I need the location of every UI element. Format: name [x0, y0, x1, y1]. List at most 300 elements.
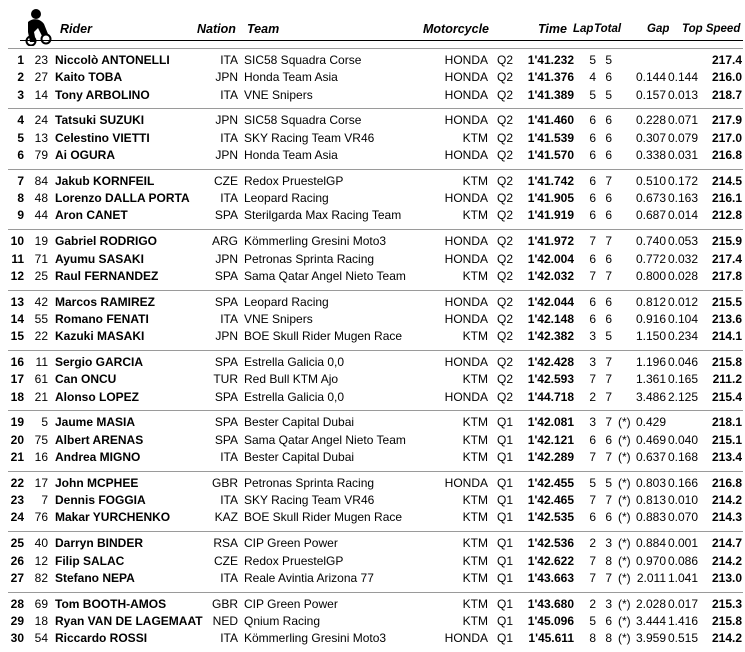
cell-gap2: 0.028: [667, 268, 698, 283]
cell-pos: 13: [10, 294, 24, 309]
cell-gap: 0.637: [635, 450, 666, 464]
cell-total: 5: [605, 87, 612, 102]
cell-name: Darryn BINDER: [55, 536, 144, 551]
cell-num: 71: [34, 251, 48, 266]
cell-nat: JPN: [215, 329, 238, 344]
cell-moto: HONDA: [444, 191, 488, 206]
cell-top: 215.8: [711, 613, 742, 628]
cell-q: Q1: [497, 553, 514, 568]
cell-gap: 0.510: [635, 173, 666, 188]
cell-lap: 7: [589, 372, 596, 387]
cell-name: Marcos RAMIREZ: [55, 294, 156, 309]
cell-moto: HONDA: [444, 355, 488, 369]
cell-gap: 1.196: [635, 355, 666, 369]
cell-team: Sama Qatar Angel Nieto Team: [244, 268, 406, 283]
cell-star: (*): [618, 613, 631, 628]
cell-name: Jakub KORNFEIL: [55, 173, 155, 188]
cell-team: Honda Team Asia: [244, 70, 338, 85]
cell-star: (*): [618, 475, 631, 490]
cell-nat: ITA: [220, 450, 238, 464]
cell-total: 7: [605, 450, 612, 464]
cell-moto: HONDA: [444, 87, 488, 102]
cell-pos: 3: [17, 87, 24, 102]
cell-q: Q2: [497, 173, 514, 188]
table-row: [0, 492, 745, 509]
cell-pos: 2: [17, 70, 24, 85]
cell-gap2: 0.053: [667, 234, 698, 249]
cell-pos: 17: [10, 372, 24, 387]
cell-lap: 6: [589, 191, 596, 206]
cell-q: Q2: [497, 251, 514, 266]
cell-q: Q2: [497, 87, 514, 102]
cell-name: Kaito TOBA: [55, 70, 123, 85]
cell-time: 1'41.389: [527, 87, 574, 102]
cell-q: Q2: [497, 208, 514, 223]
cell-time: 1'43.663: [527, 570, 574, 585]
cell-total: 6: [605, 208, 612, 223]
cell-time: 1'42.044: [527, 294, 574, 309]
cell-q: Q1: [497, 510, 514, 525]
cell-time: 1'41.570: [527, 148, 574, 162]
cell-gap2: 0.013: [667, 87, 698, 102]
cell-pos: 23: [10, 493, 24, 508]
cell-total: 3: [605, 536, 612, 551]
cell-num: 13: [34, 130, 48, 145]
cell-total: 6: [605, 148, 612, 162]
cell-gap2: 0.031: [667, 148, 698, 162]
cell-top: 212.8: [711, 208, 742, 223]
cell-time: 1'41.742: [527, 173, 574, 188]
cell-gap2: 0.046: [667, 355, 698, 369]
table-row: [0, 268, 745, 285]
cell-total: 7: [605, 372, 612, 387]
cell-gap: 0.970: [635, 553, 666, 568]
cell-star: (*): [618, 432, 631, 447]
cell-total: 5: [605, 53, 612, 67]
table-row: [0, 553, 745, 570]
cell-top: 215.1: [711, 432, 742, 447]
cell-team: Reale Avintia Arizona 77: [244, 570, 374, 585]
cell-total: 3: [605, 596, 612, 611]
cell-nat: JPN: [215, 251, 238, 266]
cell-num: 14: [34, 87, 48, 102]
cell-pos: 15: [10, 329, 24, 344]
cell-moto: KTM: [462, 553, 488, 568]
cell-pos: 20: [10, 432, 24, 447]
cell-moto: KTM: [462, 596, 488, 611]
cell-time: 1'42.593: [527, 372, 574, 387]
cell-pos: 4: [17, 113, 24, 128]
cell-total: 6: [605, 113, 612, 128]
cell-team: CIP Green Power: [244, 536, 338, 551]
cell-nat: SPA: [214, 389, 238, 404]
cell-nat: SPA: [214, 208, 238, 223]
cell-nat: ITA: [220, 130, 238, 145]
cell-top: 218.1: [711, 415, 742, 430]
cell-nat: ITA: [220, 87, 238, 102]
cell-name: Romano FENATI: [55, 311, 149, 326]
cell-time: 1'42.289: [527, 450, 574, 464]
cell-nat: TUR: [213, 372, 238, 387]
table-row: [0, 233, 745, 250]
cell-name: Andrea MIGNO: [55, 450, 141, 464]
cell-total: 7: [605, 389, 612, 404]
cell-q: Q2: [497, 389, 514, 404]
cell-gap2: 0.172: [667, 173, 698, 188]
cell-top: 214.3: [711, 510, 742, 525]
cell-q: Q2: [497, 234, 514, 249]
cell-lap: 7: [589, 234, 596, 249]
cell-moto: KTM: [462, 372, 488, 387]
cell-time: 1'42.148: [527, 311, 574, 326]
team-header: Team: [247, 22, 280, 36]
cell-total: 5: [605, 475, 612, 490]
table-row: [0, 475, 745, 492]
cell-lap: 5: [589, 613, 596, 628]
table-row: [0, 535, 745, 552]
cell-lap: 5: [589, 475, 596, 490]
cell-top: 215.9: [711, 234, 742, 249]
cell-pos: 29: [10, 613, 24, 628]
cell-num: 21: [34, 389, 48, 404]
cell-pos: 24: [10, 510, 24, 525]
table-row: [0, 371, 745, 388]
cell-pos: 12: [10, 268, 24, 283]
cell-time: 1'43.680: [527, 596, 574, 611]
cell-moto: HONDA: [444, 148, 488, 162]
cell-nat: JPN: [215, 70, 238, 85]
table-row: [0, 207, 745, 224]
cell-nat: CZE: [214, 553, 238, 568]
cell-nat: ITA: [220, 570, 238, 585]
cell-lap: 2: [589, 536, 596, 551]
cell-time: 1'41.460: [527, 113, 574, 128]
cell-top: 216.8: [711, 475, 742, 490]
cell-gap: 3.959: [635, 631, 666, 646]
cell-top: 217.4: [711, 53, 742, 67]
table-row: [0, 130, 745, 147]
cell-q: Q1: [497, 493, 514, 508]
cell-num: 5: [41, 415, 48, 430]
cell-moto: KTM: [462, 613, 488, 628]
cell-num: 19: [34, 234, 48, 249]
cell-team: BOE Skull Rider Mugen Race: [244, 329, 403, 344]
cell-gap2: 0.010: [667, 493, 698, 508]
cell-pos: 11: [11, 251, 24, 266]
cell-q: Q1: [497, 596, 514, 611]
cell-top: 217.0: [711, 130, 742, 145]
cell-lap: 7: [589, 570, 596, 585]
cell-moto: KTM: [462, 173, 488, 188]
cell-num: 42: [34, 294, 48, 309]
cell-gap2: 0.104: [667, 311, 698, 326]
cell-total: 6: [605, 432, 612, 447]
cell-num: 23: [34, 53, 48, 67]
cell-q: Q1: [497, 432, 514, 447]
cell-gap: 0.803: [635, 475, 666, 490]
cell-gap2: 0.144: [667, 70, 698, 85]
cell-pos: 25: [10, 536, 24, 551]
cell-q: Q1: [497, 631, 514, 646]
cell-team: SIC58 Squadra Corse: [244, 113, 362, 128]
cell-name: Gabriel RODRIGO: [55, 234, 158, 249]
cell-star: (*): [618, 553, 631, 568]
cell-nat: SPA: [214, 432, 238, 447]
cell-name: Tom BOOTH-AMOS: [55, 596, 167, 611]
cell-moto: KTM: [462, 570, 488, 585]
cell-q: Q2: [497, 113, 514, 128]
cell-total: 6: [605, 130, 612, 145]
cell-team: Leopard Racing: [244, 294, 329, 309]
cell-pos: 5: [17, 130, 24, 145]
cell-team: SKY Racing Team VR46: [244, 130, 375, 145]
cell-team: Redox PruestelGP: [244, 553, 344, 568]
cell-gap2: 0.166: [667, 475, 698, 490]
cell-nat: ITA: [220, 191, 238, 206]
cell-gap: 1.361: [635, 372, 666, 387]
cell-lap: 6: [589, 130, 596, 145]
cell-name: Jaume MASIA: [55, 415, 136, 430]
cell-q: Q2: [497, 311, 514, 326]
cell-lap: 7: [589, 450, 596, 464]
cell-total: 6: [605, 294, 612, 309]
cell-q: Q2: [497, 53, 514, 67]
cell-total: 8: [605, 553, 612, 568]
cell-gap: 2.028: [635, 596, 666, 611]
cell-gap: 3.486: [635, 389, 666, 404]
cell-total: 6: [605, 613, 612, 628]
table-row: [0, 251, 745, 268]
cell-gap2: 0.234: [667, 329, 698, 344]
cell-lap: 6: [589, 208, 596, 223]
cell-q: Q2: [497, 148, 514, 162]
cell-pos: 10: [10, 234, 24, 249]
cell-gap2: 0.515: [667, 631, 698, 646]
cell-lap: 5: [589, 87, 596, 102]
cell-gap: 0.469: [635, 432, 666, 447]
cell-top: 215.4: [711, 389, 742, 404]
cell-q: Q2: [497, 268, 514, 283]
cell-lap: 6: [589, 113, 596, 128]
cell-team: Sama Qatar Angel Nieto Team: [244, 432, 406, 447]
cell-q: Q1: [497, 415, 514, 430]
cell-name: Can ONCU: [55, 372, 117, 387]
cell-star: (*): [618, 536, 631, 551]
cell-name: Tatsuki SUZUKI: [55, 113, 145, 128]
cell-pos: 22: [10, 475, 24, 490]
cell-q: Q2: [497, 70, 514, 85]
cell-moto: HONDA: [444, 389, 488, 404]
cell-lap: 8: [589, 631, 596, 646]
cell-total: 6: [605, 311, 612, 326]
cell-time: 1'42.536: [527, 536, 574, 551]
cell-time: 1'42.455: [527, 475, 574, 490]
cell-top: 214.7: [711, 536, 742, 551]
cell-num: 25: [34, 268, 48, 283]
cell-team: Leopard Racing: [244, 191, 329, 206]
cell-name: Lorenzo DALLA PORTA: [55, 191, 190, 206]
cell-top: 218.7: [711, 87, 742, 102]
cell-gap: 0.883: [635, 510, 666, 525]
cell-name: John MCPHEE: [55, 475, 139, 490]
cell-gap: 0.813: [635, 493, 666, 508]
cell-total: 5: [605, 329, 612, 344]
cell-num: 16: [34, 450, 48, 464]
cell-gap2: 0.168: [667, 450, 698, 464]
cell-name: Riccardo ROSSI: [55, 631, 148, 646]
cell-moto: KTM: [462, 510, 488, 525]
table-row: [0, 190, 745, 207]
cell-q: Q1: [497, 613, 514, 628]
cell-lap: 6: [589, 311, 596, 326]
cell-gap2: 1.416: [667, 613, 698, 628]
table-row: [0, 389, 745, 406]
cell-gap: 0.772: [635, 251, 666, 266]
table-row: [0, 52, 745, 69]
cell-lap: 2: [589, 596, 596, 611]
cell-num: 11: [35, 355, 48, 369]
table-row: [0, 147, 745, 164]
table-row: [0, 509, 745, 526]
cell-q: Q2: [497, 191, 514, 206]
cell-team: Petronas Sprinta Racing: [244, 251, 375, 266]
cell-moto: HONDA: [444, 234, 488, 249]
time-header: Time: [538, 22, 567, 36]
cell-num: 54: [34, 631, 48, 646]
cell-pos: 16: [10, 355, 24, 369]
cell-gap: 0.228: [635, 113, 666, 128]
cell-top: 217.9: [711, 113, 742, 128]
cell-gap2: 0.079: [667, 130, 698, 145]
cell-top: 215.3: [711, 596, 742, 611]
cell-num: 76: [34, 510, 48, 525]
cell-lap: 2: [589, 389, 596, 404]
cell-pos: 7: [17, 173, 24, 188]
cell-star: (*): [618, 596, 631, 611]
cell-time: 1'42.465: [527, 493, 574, 508]
cell-lap: 5: [589, 53, 596, 67]
table-row: [0, 311, 745, 328]
cell-nat: GBR: [211, 596, 238, 611]
table-row: [0, 596, 745, 613]
cell-num: 27: [34, 70, 48, 85]
cell-time: 1'41.376: [527, 70, 574, 85]
cell-total: 7: [605, 234, 612, 249]
cell-nat: SPA: [214, 355, 238, 369]
table-row: [0, 570, 745, 587]
cell-num: 17: [34, 475, 48, 490]
cell-pos: 30: [10, 631, 24, 646]
cell-lap: 7: [589, 268, 596, 283]
cell-team: Estrella Galicia 0,0: [244, 355, 345, 369]
cell-pos: 1: [17, 53, 24, 67]
cell-name: Filip SALAC: [55, 553, 125, 568]
cell-total: 6: [605, 191, 612, 206]
cell-lap: 6: [589, 251, 596, 266]
cell-total: 7: [605, 355, 612, 369]
cell-pos: 18: [10, 389, 24, 404]
cell-name: Makar YURCHENKO: [55, 510, 171, 525]
cell-num: 84: [34, 173, 48, 188]
cell-team: VNE Snipers: [244, 87, 313, 102]
cell-gap2: 2.125: [667, 389, 698, 404]
cell-q: Q1: [497, 475, 514, 490]
cell-moto: KTM: [462, 432, 488, 447]
motorcycle-header: Motorcycle: [423, 22, 489, 36]
cell-num: 79: [34, 148, 48, 162]
cell-team: Redox PruestelGP: [244, 173, 344, 188]
cell-time: 1'42.081: [527, 415, 574, 430]
cell-nat: JPN: [215, 113, 238, 128]
table-row: [0, 112, 745, 129]
cell-team: Honda Team Asia: [244, 148, 338, 162]
cell-gap: 0.916: [635, 311, 666, 326]
cell-team: Bester Capital Dubai: [244, 450, 355, 464]
cell-top: 214.2: [711, 493, 742, 508]
cell-team: Petronas Sprinta Racing: [244, 475, 375, 490]
cell-nat: GBR: [211, 475, 238, 490]
cell-pos: 21: [10, 450, 24, 464]
table-row: [0, 630, 745, 647]
table-row: [0, 173, 745, 190]
cell-lap: 6: [589, 294, 596, 309]
cell-star: (*): [618, 570, 631, 585]
table-row: [0, 432, 745, 449]
cell-time: 1'44.718: [527, 389, 574, 404]
cell-lap: 6: [589, 432, 596, 447]
cell-nat: NED: [212, 613, 238, 628]
cell-moto: HONDA: [444, 251, 488, 266]
cell-num: 44: [34, 208, 48, 223]
cell-q: Q2: [497, 372, 514, 387]
cell-top: 213.4: [711, 450, 742, 464]
cell-num: 82: [34, 570, 48, 585]
cell-num: 48: [34, 191, 48, 206]
cell-nat: SPA: [214, 415, 238, 430]
top-speed-header: Top Speed: [682, 23, 741, 35]
table-row: [0, 294, 745, 311]
cell-q: Q2: [497, 294, 514, 309]
cell-num: 24: [34, 113, 48, 128]
cell-gap2: 0.001: [667, 536, 698, 551]
cell-gap2: 0.163: [667, 191, 698, 206]
cell-team: BOE Skull Rider Mugen Race: [244, 510, 403, 525]
cell-total: 7: [605, 493, 612, 508]
cell-name: Ayumu SASAKI: [55, 251, 144, 266]
cell-name: Niccolò ANTONELLI: [55, 53, 170, 67]
cell-name: Albert ARENAS: [55, 432, 144, 447]
cell-time: 1'41.919: [527, 208, 574, 223]
cell-moto: HONDA: [444, 113, 488, 128]
cell-q: Q2: [497, 329, 514, 344]
cell-gap2: 0.165: [667, 372, 698, 387]
cell-gap2: 1.041: [667, 570, 698, 585]
cell-num: 55: [34, 311, 48, 326]
table-row: [0, 87, 745, 104]
cell-total: 7: [605, 173, 612, 188]
cell-team: Kömmerling Gresini Moto3: [244, 234, 387, 249]
cell-num: 7: [41, 493, 48, 508]
cell-team: VNE Snipers: [244, 311, 313, 326]
cell-pos: 14: [10, 311, 24, 326]
cell-time: 1'42.121: [527, 432, 574, 447]
cell-gap2: 0.040: [667, 432, 698, 447]
cell-team: Qnium Racing: [244, 613, 321, 628]
cell-lap: 7: [589, 553, 596, 568]
cell-star: (*): [618, 631, 631, 646]
cell-gap: 0.673: [635, 191, 666, 206]
cell-moto: KTM: [462, 208, 488, 223]
